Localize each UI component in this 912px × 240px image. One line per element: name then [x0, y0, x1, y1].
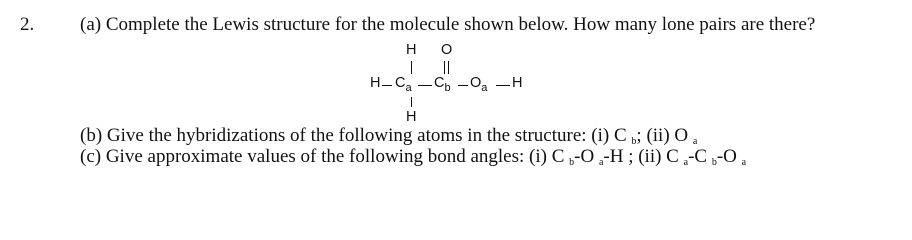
atom-ca-symbol: C	[395, 75, 406, 91]
bond-oa-h	[496, 85, 510, 86]
bond-ca-h-bottom	[411, 97, 412, 107]
bond-ca-h-top	[411, 61, 412, 74]
part-c-prefix: (c) Give approximate values of the following bond angles: (i) C	[80, 146, 565, 167]
part-c-text-2: -H ; (ii) C	[603, 146, 679, 167]
atom-h-left: H	[370, 75, 381, 91]
part-c-text-3: -C	[688, 146, 708, 167]
bond-cb-o-double-1	[444, 61, 445, 74]
part-b-prefix: (b) Give the hybridizations of the following atoms in the structure: (i) C	[80, 125, 627, 146]
atom-cb	[434, 75, 451, 94]
part-c-text-1: -O	[574, 146, 595, 167]
part-a-text: (a) Complete the Lewis structure for the molecule shown below. How many lone pairs are there?	[80, 14, 816, 35]
atom-o-top: O	[441, 42, 453, 58]
lewis-structure	[370, 42, 550, 130]
atom-cb-subscript: b	[444, 82, 451, 94]
part-c-sub-3: a	[683, 157, 689, 168]
atom-h-top: H	[406, 42, 417, 58]
atom-ca	[395, 75, 412, 94]
atom-oa-symbol: O	[470, 75, 482, 91]
part-c-sub-4: b	[711, 157, 717, 168]
atom-h-right: H	[512, 75, 523, 91]
bond-cb-o-double-2	[448, 61, 449, 74]
part-c-sub-1: b	[569, 157, 575, 168]
atom-h-bottom: H	[406, 109, 417, 125]
bond-cb-oa	[458, 85, 468, 86]
atom-ca-subscript: a	[405, 82, 412, 94]
part-b-sub-2: a	[692, 136, 698, 147]
atom-oa-subscript: a	[481, 82, 488, 94]
atom-cb-symbol: C	[434, 75, 445, 91]
part-b-text	[80, 125, 697, 147]
question-number: 2.	[20, 14, 35, 35]
part-c-sub-5: a	[741, 157, 747, 168]
part-c-text	[80, 146, 746, 168]
bond-h-ca	[382, 85, 392, 86]
bond-ca-cb	[418, 85, 432, 86]
part-b-sub-1: b	[631, 136, 637, 147]
atom-oa	[470, 75, 488, 94]
part-b-mid: ; (ii) O	[636, 125, 689, 146]
part-c-text-4: -O	[716, 146, 737, 167]
part-c-sub-2: a	[598, 157, 604, 168]
